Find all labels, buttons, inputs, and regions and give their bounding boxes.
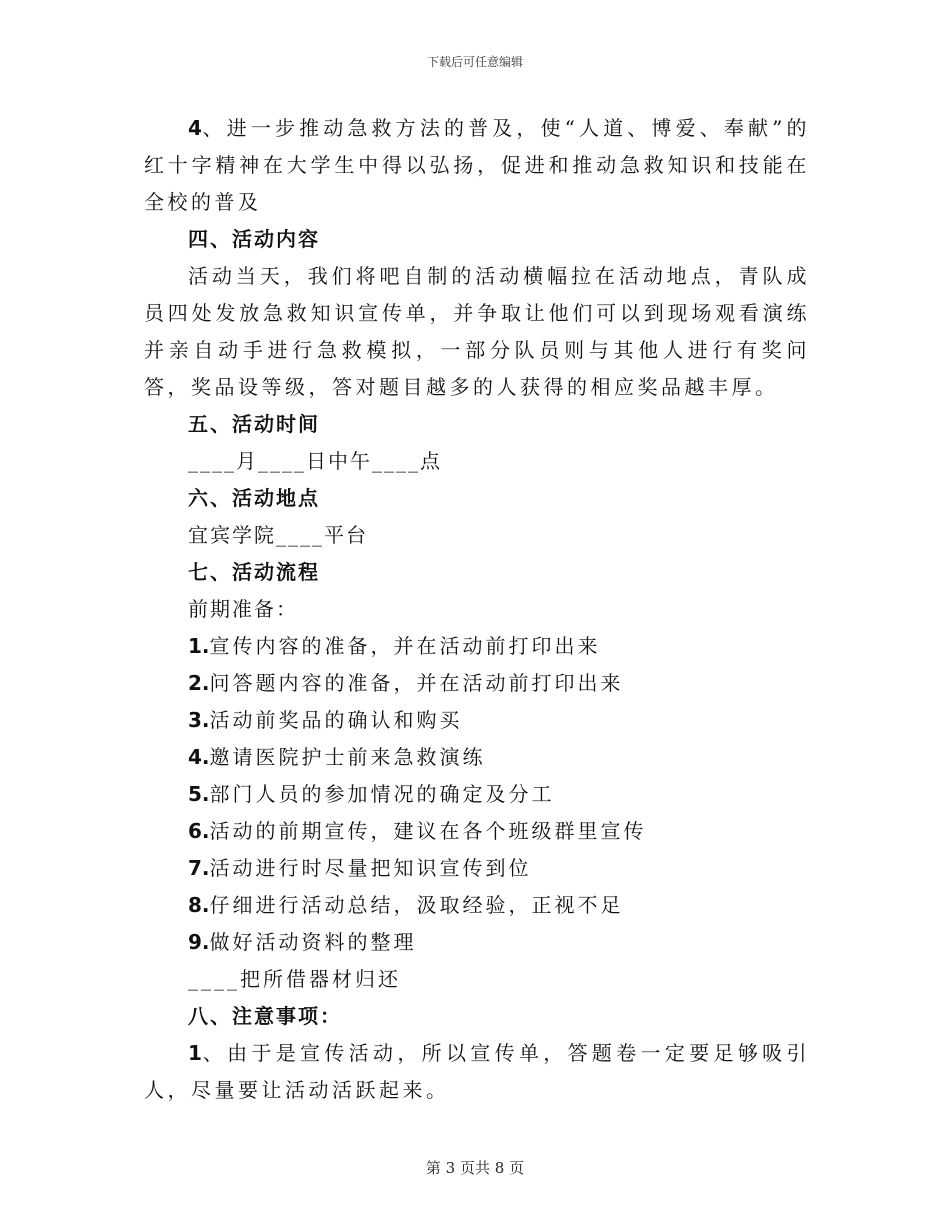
notes-item-1 <box>144 1035 810 1109</box>
list-item-text: 问答题内容的准备，并在活动前打印出来 <box>209 671 624 695</box>
section-body-time: ____月____日中午____点 <box>188 449 442 473</box>
list-item-text: 活动前奖品的确认和购买 <box>209 708 463 732</box>
page-header: 下载后可任意编辑 <box>426 55 523 69</box>
section-heading-content: 四、活动内容 <box>188 227 320 251</box>
process-list <box>144 628 810 961</box>
list-item <box>144 665 810 702</box>
list-item <box>144 702 810 739</box>
list-item <box>144 887 810 924</box>
list-item <box>144 739 810 776</box>
item-number: 4 <box>188 116 202 140</box>
list-item-number: 9. <box>188 930 210 954</box>
page-footer: 第 3 页共 8 页 <box>425 1159 525 1177</box>
list-item-text: 邀请医院护士前来急救演练 <box>209 745 486 769</box>
item-number: 1 <box>188 1041 202 1065</box>
list-item <box>144 628 810 665</box>
section-heading-time: 五、活动时间 <box>188 412 320 436</box>
list-item <box>144 776 810 813</box>
item-text: 、由于是宣传活动，所以宣传单，答题卷一定要足够吸引人，尽量要让活动活跃起来。 <box>144 1041 810 1102</box>
section-heading-process: 七、活动流程 <box>188 560 320 584</box>
list-item <box>144 924 810 961</box>
list-item-number: 2. <box>188 671 210 695</box>
list-item-number: 5. <box>188 782 210 806</box>
list-item-number: 3. <box>188 708 210 732</box>
item-text: 、进一步推动急救方法的普及，使“人道、博爱、奉献”的红十字精神在大学生中得以弘扬，促进和推动急救知识和技能在全校的普及 <box>144 116 810 214</box>
process-subheading: 前期准备： <box>188 597 298 621</box>
paragraph-item-4 <box>144 110 810 221</box>
section-heading-notes: 八、注意事项： <box>188 1004 342 1028</box>
section-body-content: 活动当天，我们将吧自制的活动横幅拉在活动地点，青队成员四处发放急救知识宣传单，并争取让他们可以到现场观看演练并亲自动手进行急救模拟，一部分队员则与其他人进行有奖问答，奖品设等级，答对题目越多的人获得的相应奖品越丰厚。 <box>144 264 810 399</box>
list-item-text: 活动的前期宣传，建议在各个班级群里宣传 <box>209 819 647 843</box>
list-item-number: 7. <box>188 856 210 880</box>
list-item-number: 8. <box>188 893 210 917</box>
section-heading-location: 六、活动地点 <box>188 486 320 510</box>
list-item-number: 6. <box>188 819 210 843</box>
list-item-text: 活动进行时尽量把知识宣传到位 <box>209 856 532 880</box>
list-item <box>144 813 810 850</box>
list-item-text: 做好活动资料的整理 <box>209 930 417 954</box>
document-body <box>144 110 810 1109</box>
section-body-location: 宜宾学院____平台 <box>188 523 368 547</box>
list-item-text: 仔细进行活动总结，汲取经验，正视不足 <box>209 893 624 917</box>
list-item-text: 宣传内容的准备，并在活动前打印出来 <box>209 634 601 658</box>
list-item-text: 部门人员的参加情况的确定及分工 <box>209 782 555 806</box>
list-item-number: 1. <box>188 634 210 658</box>
process-final-step: ____把所借器材归还 <box>188 967 401 991</box>
list-item <box>144 850 810 887</box>
list-item-number: 4. <box>188 745 210 769</box>
